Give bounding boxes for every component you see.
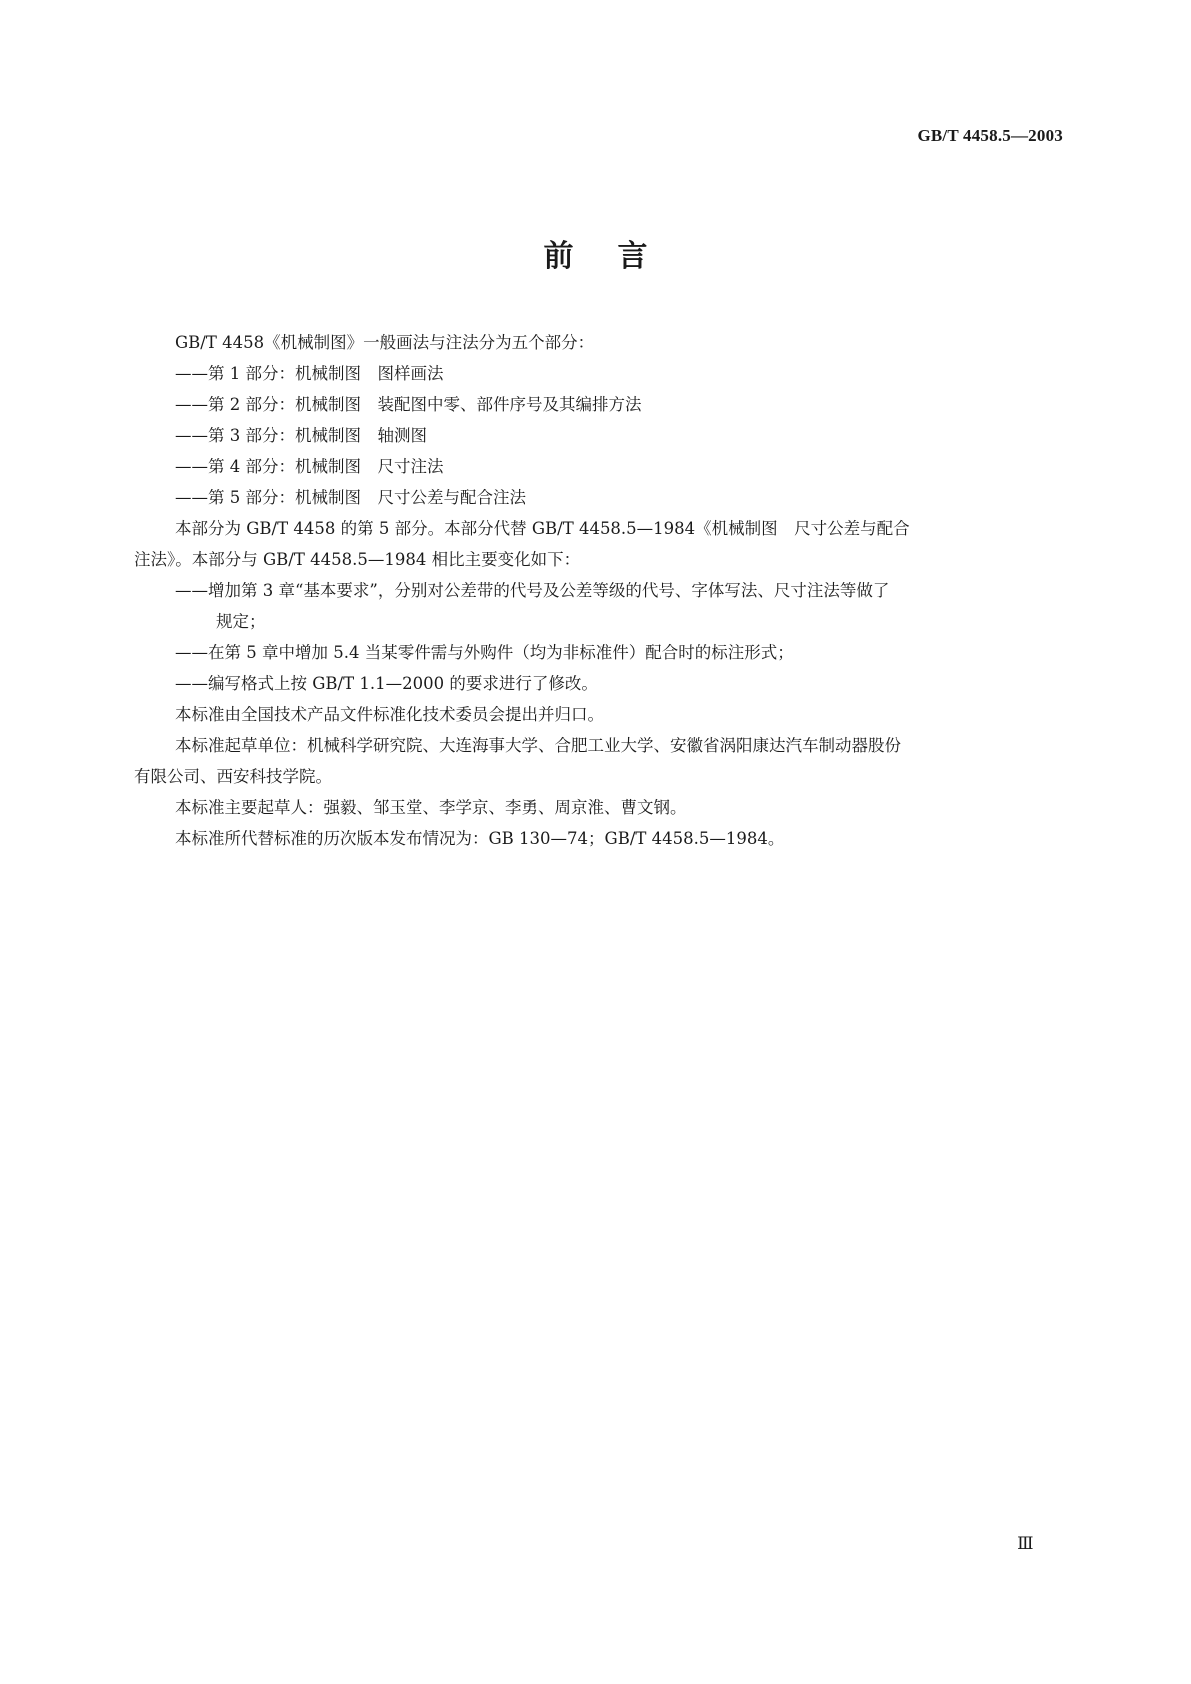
list-item-part-4: ——第 4 部分：机械制图 尺寸注法 xyxy=(175,457,444,476)
list-item-change-1: ——增加第 3 章“基本要求”，分别对公差带的代号及公差等级的代号、字体写法、尺寸注法等做了 xyxy=(175,581,890,600)
paragraph-replacement: 本部分为 GB/T 4458 的第 5 部分。本部分代替 GB/T 4458.5—1984《机械制图 尺寸公差与配合 xyxy=(175,519,910,538)
list-item-change-1-continued: 规定； xyxy=(216,612,266,631)
foreword-body xyxy=(134,327,1059,854)
list-item-part-2: ——第 2 部分：机械制图 装配图中零、部件序号及其编排方法 xyxy=(175,395,642,414)
paragraph-drafters: 本标准主要起草人：强毅、邹玉堂、李学京、李勇、周京淮、曹文钢。 xyxy=(175,798,687,817)
paragraph-proposer: 本标准由全国技术产品文件标准化技术委员会提出并归口。 xyxy=(175,705,604,724)
list-item-part-5: ——第 5 部分：机械制图 尺寸公差与配合注法 xyxy=(175,488,526,507)
paragraph-drafting-units: 本标准起草单位：机械科学研究院、大连海事大学、合肥工业大学、安徽省涡阳康达汽车制动器股份 xyxy=(175,736,901,755)
paragraph-replacement-continued: 注法》。本部分与 GB/T 4458.5—1984 相比主要变化如下： xyxy=(134,550,581,569)
list-item-change-3: ——编写格式上按 GB/T 1.1—2000 的要求进行了修改。 xyxy=(175,674,598,693)
paragraph-drafting-units-continued: 有限公司、西安科技学院。 xyxy=(134,767,332,786)
list-item-change-2: ——在第 5 章中增加 5.4 当某零件需与外购件（均为非标准件）配合时的标注形式； xyxy=(175,643,794,662)
page-title: 前言 xyxy=(543,239,692,274)
paragraph-history: 本标准所代替标准的历次版本发布情况为：GB 130—74；GB/T 4458.5—1984。 xyxy=(175,829,785,848)
paragraph-intro: GB/T 4458《机械制图》一般画法与注法分为五个部分： xyxy=(175,333,595,352)
list-item-part-3: ——第 3 部分：机械制图 轴测图 xyxy=(175,426,427,445)
page-number: Ⅲ xyxy=(1017,1534,1033,1553)
list-item-part-1: ——第 1 部分：机械制图 图样画法 xyxy=(175,364,444,383)
standard-code: GB/T 4458.5—2003 xyxy=(917,126,1063,145)
